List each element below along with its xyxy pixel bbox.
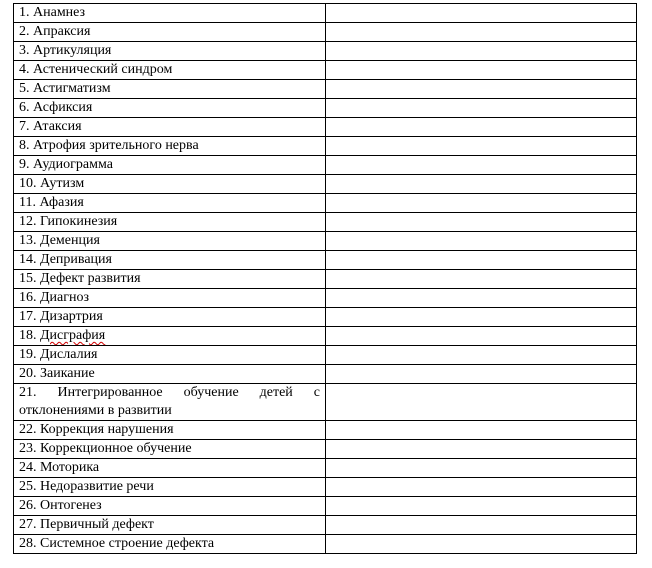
definition-cell[interactable] [326,23,637,42]
table-row [14,270,637,289]
term-cell: 7. Атаксия [14,118,326,137]
term-cell: 17. Дизартрия [14,308,326,327]
term-cell: 15. Дефект развития [14,270,326,289]
definition-cell[interactable] [326,459,637,478]
table-row [14,99,637,118]
definition-cell[interactable] [326,194,637,213]
misspelled-word: Дисграфия [40,328,106,343]
term-cell-18 [14,327,326,346]
table-row [14,213,637,232]
definition-cell[interactable] [326,156,637,175]
definition-cell[interactable] [326,535,637,554]
term-cell: 23. Коррекционное обучение [14,440,326,459]
definition-cell[interactable] [326,365,637,384]
definition-cell[interactable] [326,175,637,194]
table-row [14,232,637,251]
term-cell: 22. Коррекция нарушения [14,421,326,440]
term-cell: 24. Моторика [14,459,326,478]
table-row [14,327,637,346]
definition-cell[interactable] [326,497,637,516]
document-page [13,3,636,554]
term-cell: 21. Интегрированное обучение детей с отклонениями в развитии [14,384,326,421]
definition-cell[interactable] [326,99,637,118]
table-row [14,384,637,421]
definition-cell[interactable] [326,327,637,346]
table-row [14,478,637,497]
definition-cell[interactable] [326,61,637,80]
definition-cell[interactable] [326,80,637,99]
term-cell: 2. Апраксия [14,23,326,42]
table-row [14,421,637,440]
table-row [14,459,637,478]
table-row [14,80,637,99]
term-cell: 16. Диагноз [14,289,326,308]
definition-cell[interactable] [326,213,637,232]
table-row [14,289,637,308]
definition-cell[interactable] [326,118,637,137]
term-cell: 11. Афазия [14,194,326,213]
table-row [14,175,637,194]
table-row [14,251,637,270]
definition-cell[interactable] [326,346,637,365]
definition-cell[interactable] [326,516,637,535]
table-row [14,137,637,156]
terms-table [13,3,637,554]
term-cell: 4. Астенический синдром [14,61,326,80]
definition-cell[interactable] [326,440,637,459]
term-cell: 20. Заикание [14,365,326,384]
table-row [14,156,637,175]
table-row [14,365,637,384]
term-cell: 12. Гипокинезия [14,213,326,232]
definition-cell[interactable] [326,251,637,270]
term-cell: 25. Недоразвитие речи [14,478,326,497]
table-row [14,440,637,459]
definition-cell[interactable] [326,308,637,327]
table-row [14,308,637,327]
table-row [14,497,637,516]
definition-cell[interactable] [326,42,637,61]
definition-cell[interactable] [326,478,637,497]
term-cell: 27. Первичный дефект [14,516,326,535]
definition-cell[interactable] [326,421,637,440]
term-number: 18. [19,328,37,343]
table-row [14,23,637,42]
table-row [14,61,637,80]
table-row [14,194,637,213]
term-cell: 19. Дислалия [14,346,326,365]
table-row [14,118,637,137]
table-row [14,346,637,365]
term-cell: 26. Онтогенез [14,497,326,516]
table-row [14,4,637,23]
term-cell: 8. Атрофия зрительного нерва [14,137,326,156]
term-cell: 5. Астигматизм [14,80,326,99]
definition-cell[interactable] [326,270,637,289]
term-cell: 1. Анамнез [14,4,326,23]
term-cell: 13. Деменция [14,232,326,251]
definition-cell[interactable] [326,232,637,251]
definition-cell[interactable] [326,289,637,308]
definition-cell[interactable] [326,4,637,23]
table-row [14,516,637,535]
definition-cell[interactable] [326,137,637,156]
term-cell: 28. Системное строение дефекта [14,535,326,554]
term-cell: 3. Артикуляция [14,42,326,61]
term-cell: 10. Аутизм [14,175,326,194]
table-row [14,42,637,61]
table-row [14,535,637,554]
definition-cell[interactable] [326,384,637,421]
term-cell: 9. Аудиограмма [14,156,326,175]
term-cell: 6. Асфиксия [14,99,326,118]
term-cell: 14. Депривация [14,251,326,270]
